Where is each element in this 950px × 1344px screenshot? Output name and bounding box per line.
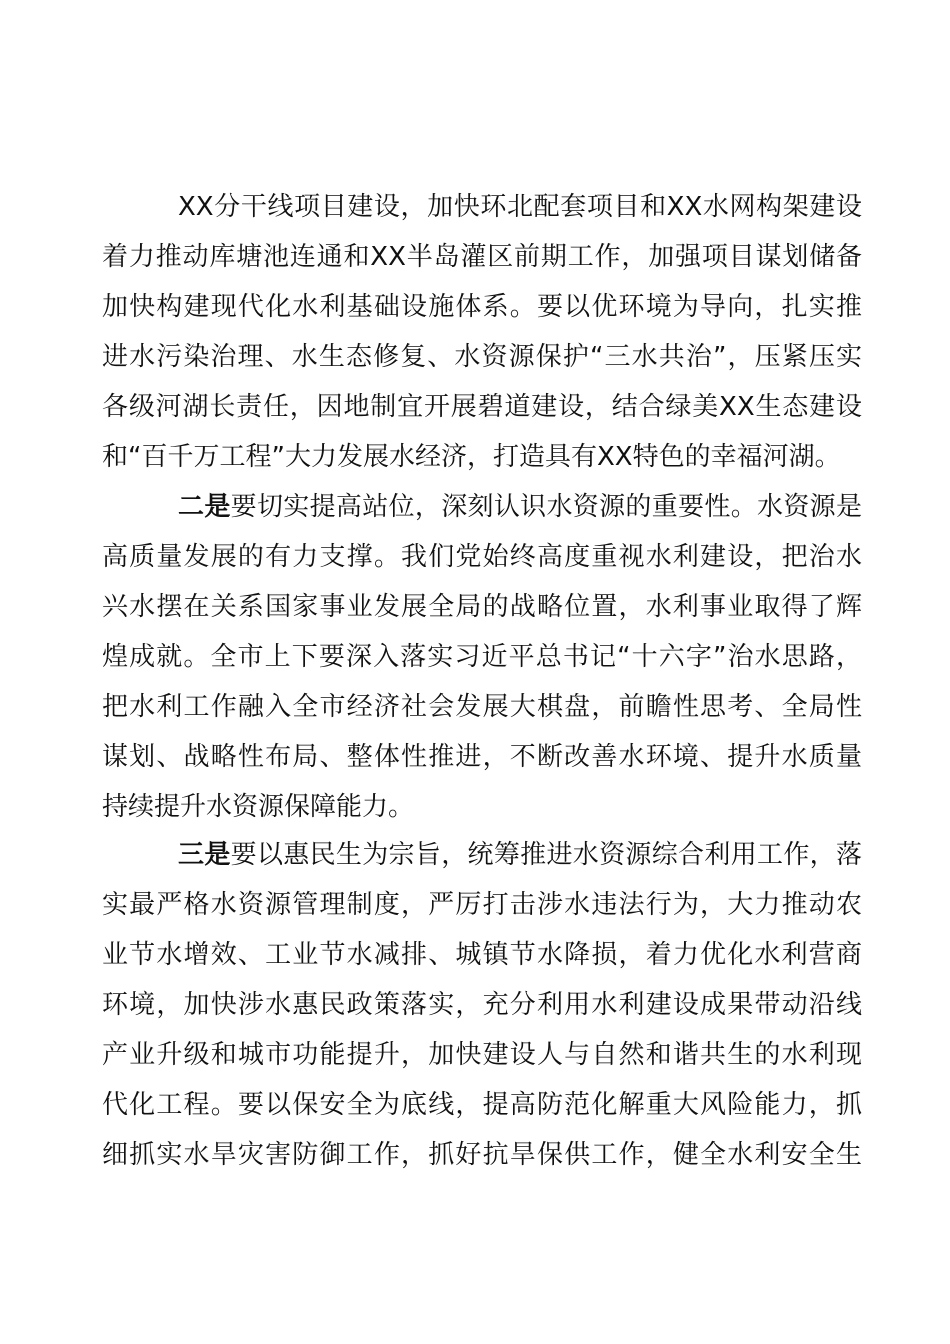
text-line: 兴水摆在关系国家事业发展全局的战略位置，水利事业取得了辉 bbox=[102, 592, 862, 622]
text-line: 进水污染治理、水生态修复、水资源保护“三水共治”，压紧压实 bbox=[102, 342, 862, 372]
text-line: 产业升级和城市功能提升，加快建设人与自然和谐共生的水利现 bbox=[102, 1040, 862, 1070]
text-line: 业节水增效、工业节水减排、城镇节水降损，着力优化水利营商 bbox=[102, 940, 862, 970]
text-line: 持续提升水资源保障能力。 bbox=[102, 792, 415, 822]
text-line: 谋划、战略性布局、整体性推进，不断改善水环境、提升水质量 bbox=[102, 742, 862, 772]
text-line: 和“百千万工程”大力发展水经济，打造具有XX特色的幸福河湖。 bbox=[102, 442, 841, 472]
paragraph-2-first-line bbox=[178, 482, 862, 532]
text-line: 把水利工作融入全市经济社会发展大棋盘，前瞻性思考、全局性 bbox=[102, 692, 862, 722]
text-line: 着力推动库塘池连通和XX半岛灌区前期工作，加强项目谋划储备 bbox=[102, 242, 862, 272]
text-line: XX分干线项目建设，加快环北配套项目和XX水网构架建设 bbox=[178, 192, 862, 222]
paragraph-3-lead: 三是 bbox=[178, 840, 231, 870]
paragraph-2-lead: 二是 bbox=[178, 492, 231, 522]
text-line: 加快构建现代化水利基础设施体系。要以优环境为导向，扎实推 bbox=[102, 292, 862, 322]
text-line: 实最严格水资源管理制度，严厉打击涉水违法行为，大力推动农 bbox=[102, 890, 862, 920]
text-line: 细抓实水旱灾害防御工作，抓好抗旱保供工作，健全水利安全生 bbox=[102, 1140, 862, 1170]
text-line: 各级河湖长责任，因地制宜开展碧道建设，结合绿美XX生态建设 bbox=[102, 392, 862, 422]
text-line: 煌成就。全市上下要深入落实习近平总书记“十六字”治水思路， bbox=[102, 642, 862, 672]
paragraph-3-first-text: 要以惠民生为宗旨，统筹推进水资源综合利用工作，落 bbox=[230, 840, 862, 870]
paragraph-3-first-line bbox=[178, 830, 862, 880]
text-line: 环境，加快涉水惠民政策落实，充分利用水利建设成果带动沿线 bbox=[102, 990, 862, 1020]
text-line: 高质量发展的有力支撑。我们党始终高度重视水利建设，把治水 bbox=[102, 542, 862, 572]
text-line: 代化工程。要以保安全为底线，提高防范化解重大风险能力，抓 bbox=[102, 1090, 862, 1120]
paragraph-2-first-text: 要切实提高站位，深刻认识水资源的重要性。水资源是 bbox=[230, 492, 862, 522]
